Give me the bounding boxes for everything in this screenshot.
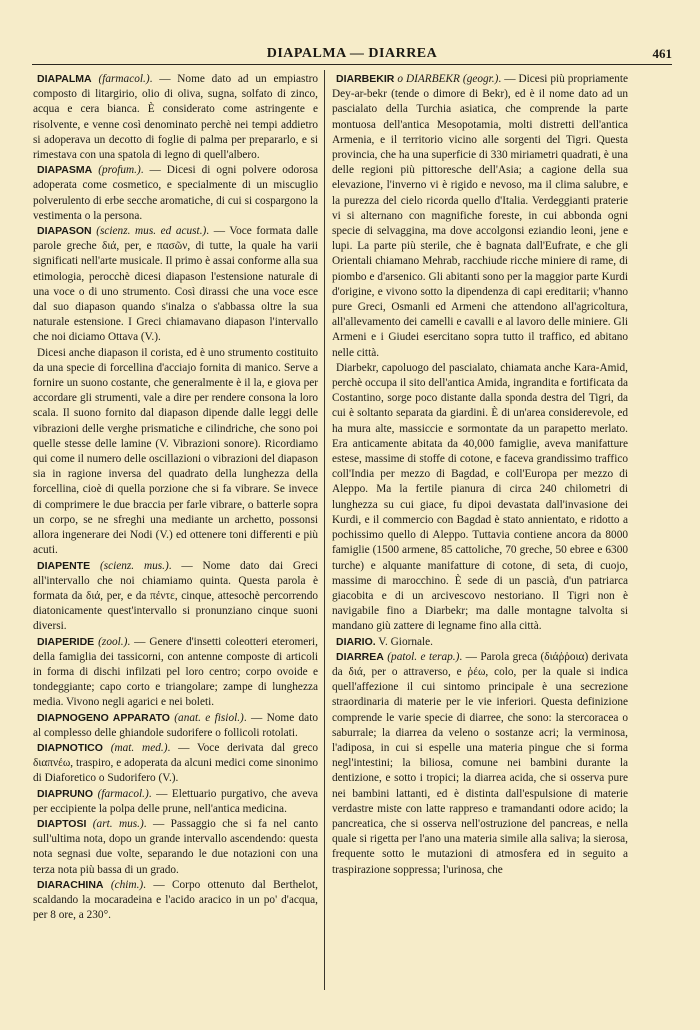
- entry-text: . — Parola greca (διάῤῥοια) derivata da διά, per o attraverso, e ῥέω, colo, per la quale si indica quell'affezione il cui sintomo principale è una secrezione straordinaria di materie per le vie inferiori. Questa definizione comprende le varie specie di diarree, che sono: la stercoracea o saburrale; la diarrea da veleno o sostanze acri; la verminosa, l'adiposa, in cui si espelle una materia pingue che si forma negl'intestini; la biliosa, comune nei bambini durante la dentizione, e sotto i tropici; la diarrea acida, che si osserva pure nei bambini lattanti, ed è distinta dall'espulsione di materie verdastre miste con latte rappreso e tramandanti odore acido; la pancreatica, che si osserva nell'ostruzione del pancreas, e nella quale si rigetta per l'ano una materia simile alla saliva; la sierosa, frequente sotto le mutazioni di atmosfera ed in seguito a traspirazione soppressa; l'urinosa, che: [332, 650, 629, 876]
- entry-headword: DIARACHINA: [37, 878, 104, 891]
- entry-text: . — Genere d'insetti coleotteri eteromeri, della famiglia dei tassicorni, con antenne composte di articoli in forma di dischi infilzati pel loro centro; corpo ovoide e tondeggiante; capo corto e triangolare; zampe di lunghezza media. Vivono negli agarici e nei boleti.: [33, 635, 318, 709]
- entry-diapason-continued: [33, 346, 318, 559]
- entry-text: Diarbekr, capoluogo del pascialato, chiamata anche Kara-Amid, perchè occupa il sito dell'antica Amida, ingrandita e fortificata da Costantino, sorge poco distante dalla sponda destra del Tigri, da cui è soltanto separata da giardini. È di un'area considerevole, ed ha mura alte, massiccie e sormontate da un parapetto merlato. Era anticamente abitata da 40,000 famiglie, aveva manifatture estese, massime di stoffe di cotone, e faceva grandissimo traffico coll'India per mezzo di Bagdad, e coll'Europa per mezzo di Aleppo. Ma la fertile pianura di circa 240 chilometri di lunghezza su cui giace, fu dipoi devastata dall'invasione dei Kurdi, e il commercio con Bagdad è stato annientato, e ridotto a pochissimo quello di Aleppo. Tuttavia contiene ancora da 8000 famiglie (1500 armene, 85 cattoliche, 70 greche, 50 ebree e 6300 turche) e alquante manifatture di cotone, di seta, di cuojo, massime di marocchino. È sede di un pascià, d'un patriarca giacobita e di un arcivescovo nestoriano. Il Tigri non è navigabile fino a Diarbekr; ma dalle montagne talvolta si mandano giù zattere di legname fino alla città.: [332, 361, 628, 633]
- entry-text: . — Nome dato dai Greci all'intervallo che noi chiamiamo quinta. Questa parola è formata da διά, per, e da πέντε, cinque, attesochè percorrendo diatonicamente quest'intervallo si pronunziano cinque suoni diversi.: [33, 559, 318, 633]
- entry-text: . — Nome dato al complesso delle ghiandole sudorifere o follicoli rotolati.: [33, 711, 318, 739]
- entry-diapnotico: [33, 741, 318, 787]
- entry-diaperide: [33, 635, 318, 711]
- entry-label: (farmacol.): [97, 787, 149, 800]
- entry-text: . — Voce formata dalle parole greche διά, per, e πασῶν, di tutte, la quale ha varii significati nell'arte musicale. Il primo è assai conforme alla sua etimologia, perocchè dicesi diapason l'estensione naturale di una voce o di uno strumento. Così dirassi che una voce esce dal suo diapason quando s'inalza o s'abbassa oltre la sua naturale estensione. I Greci chiamavano diapason l'intervallo che noi diciamo Ottava (V.).: [33, 225, 318, 344]
- entry-diapasma: [33, 163, 318, 224]
- entry-headword: DIAPTOSI: [37, 817, 87, 830]
- entry-diarbekir-continued: [332, 361, 628, 635]
- entry-label: (chim.): [110, 878, 144, 891]
- entry-headword: DIARIO.: [336, 635, 376, 648]
- page-number: 461: [652, 46, 672, 61]
- entry-headword: DIAPNOTICO: [37, 741, 103, 754]
- entry-diarrea: [332, 650, 628, 878]
- entry-headword: DIAPERIDE: [37, 635, 95, 648]
- header-rule: [32, 64, 672, 65]
- entry-diapalma: [33, 72, 318, 163]
- entry-headword: DIAPRUNO: [37, 787, 94, 800]
- entry-diapnogeno: [33, 711, 318, 741]
- entry-headword: DIARREA: [336, 650, 384, 663]
- entry-headword: DIAPASON: [37, 225, 92, 238]
- page-header: [32, 44, 672, 64]
- entry-label: (anat. e fisiol.): [174, 711, 244, 724]
- entry-label: o DIARBEKR (geogr.): [397, 73, 499, 85]
- entry-label: (art. mus.): [92, 817, 144, 830]
- entry-diarbekir: [332, 72, 628, 361]
- entry-text: . — Dicesi di ogni polvere odorosa adoperata come cosmetico, e specialmente di un miscuglio polverulento di erbe secche aromatiche, di cui si cospargono la vestimenta o la persona.: [33, 164, 318, 222]
- entry-text: V. Giornale.: [375, 635, 433, 648]
- entry-label: (patol. e terap.): [387, 650, 460, 663]
- entry-headword: DIAPENTE: [37, 559, 91, 572]
- column-divider: [324, 70, 325, 990]
- entry-diapente: [33, 559, 318, 635]
- entry-diario: [332, 635, 628, 650]
- entry-text: . — Nome dato ad un empiastro composto di litargirio, olio di oliva, sugna, solfato di zinco, acqua e cera bianca. È considerato come astringente e risolvente, e venne così denominato perchè nei tempi addietro si adoperava un decotto di foglie di palma per prepararlo, e si rimestava con una spatola di legno di quell'albero.: [33, 73, 318, 162]
- entry-headword: DIAPASMA: [37, 164, 93, 177]
- entry-text: . — Passaggio che si fa nel canto sull'ultima nota, dopo un grande intervallo ascendendo: questa nota segnasi due volte, separando le due notazioni con una terza nota più bassa di un grado.: [33, 817, 318, 876]
- entry-label: (scienz. mus.): [99, 559, 169, 572]
- left-column: [33, 72, 318, 923]
- entry-text: . — Elettuario purgativo, che aveva per eccipiente la polpa delle prune, nell'antica medicina.: [33, 787, 318, 815]
- entry-text: . — Dicesi più propriamente Dey-ar-bekr (tende o dimore di Bekr), ed è il nome dato ad un pascialato della Turchia asiatica, che comprende la parte montuosa dell'antica Mesopotamia, molti distretti dell'antica Armenia, e il territorio vicino alle sorgenti del Tigri. Questa provincia, che ha una superficie di 330 miriametri quadrati, è una delle regioni più pittoresche dell'Asia; a cagione della sua elevazione, l'inverno vi è rigido e nevoso, ma il clima salubre, e la purezza del cielo ricorda quello d'Italia. Verdeggianti praterie vi si alternano con magnifiche foreste, in cui abbonda ogni specie di selvaggina, ma dove accolgonsi eziandio leoni, jene e lupi. La parte più sterile, che è bagnata dall'Eufrate, e che gli Orientali chiamano Mehrab, racchiude ricche miniere di rame, di piombo e d'arsenico. Gli abitanti sono per la maggior parte Kurdi d'origine, e vivono sotto la dipendenza di capi ereditarii; v'hanno pure Greci, Osmanli ed Armeni che attendono all'agricoltura, all'allevamento dei camelli e cavalli e al lavoro delle miniere. Gli Armeni e i Giudei esercitano sopra tutto il traffico, ed abitano nelle città.: [332, 73, 628, 359]
- entry-label: (farmacol.): [98, 73, 150, 85]
- entry-headword: DIAPALMA: [37, 73, 92, 85]
- entry-headword: DIARBEKIR: [336, 73, 395, 85]
- entry-diapruno: [33, 787, 318, 817]
- right-column: [332, 72, 628, 878]
- entry-text: . — Voce derivata dal greco διαπνέω, traspiro, e adoperata da alcuni medici come sinonimo di Diaforetico o Sudorifero (V.).: [33, 741, 318, 785]
- entry-text: Dicesi anche diapason il corista, ed è uno strumento costituito da una specie di forcellina d'acciajo fornita di manico. Serve a fornire un suono costante, che generalmente è il la, e giova per accordare gli strumenti, vale a dire per rendere consona la loro scala. Il suono fornito dal diapason dipende dalle leggi delle vibrazioni delle verghe prismatiche e cilindriche, che sono poi quelle stesse delle lamine (V. Vibrazioni sonore). Ricordiamo qui come il numero delle oscillazioni o vibrazioni del diapason sia in ragione inversa del quadrato della lunghezza della forcellina, cioè di quella porzione che si fa vibrare. Se invece di comprimere le due braccia per farle vibrare, o batterle sopra un corpo, se ne sfreghi una mediante un archetto, possonsi allora ingenerare dei Nodi (V.) ed ottenere toni differenti e più acuti.: [33, 346, 318, 557]
- entry-text: . — Corpo ottenuto dal Berthelot, scaldando la mocaradeina e l'acido aracico in un po' d'acqua, per 8 ore, a 230°.: [33, 878, 318, 922]
- entry-diarachina: [33, 878, 318, 924]
- entry-label: (mat. med.): [110, 741, 168, 754]
- running-head-title: DIAPALMA — DIARREA: [266, 46, 438, 61]
- entry-headword: DIAPNOGENO APPARATO: [37, 711, 170, 724]
- entry-label: (zool.): [98, 635, 128, 648]
- entry-label: (profum.): [98, 164, 141, 177]
- entry-diaptosi: [33, 817, 318, 878]
- entry-diapason: [33, 224, 318, 346]
- entry-label: (scienz. mus. ed acust.): [96, 225, 207, 238]
